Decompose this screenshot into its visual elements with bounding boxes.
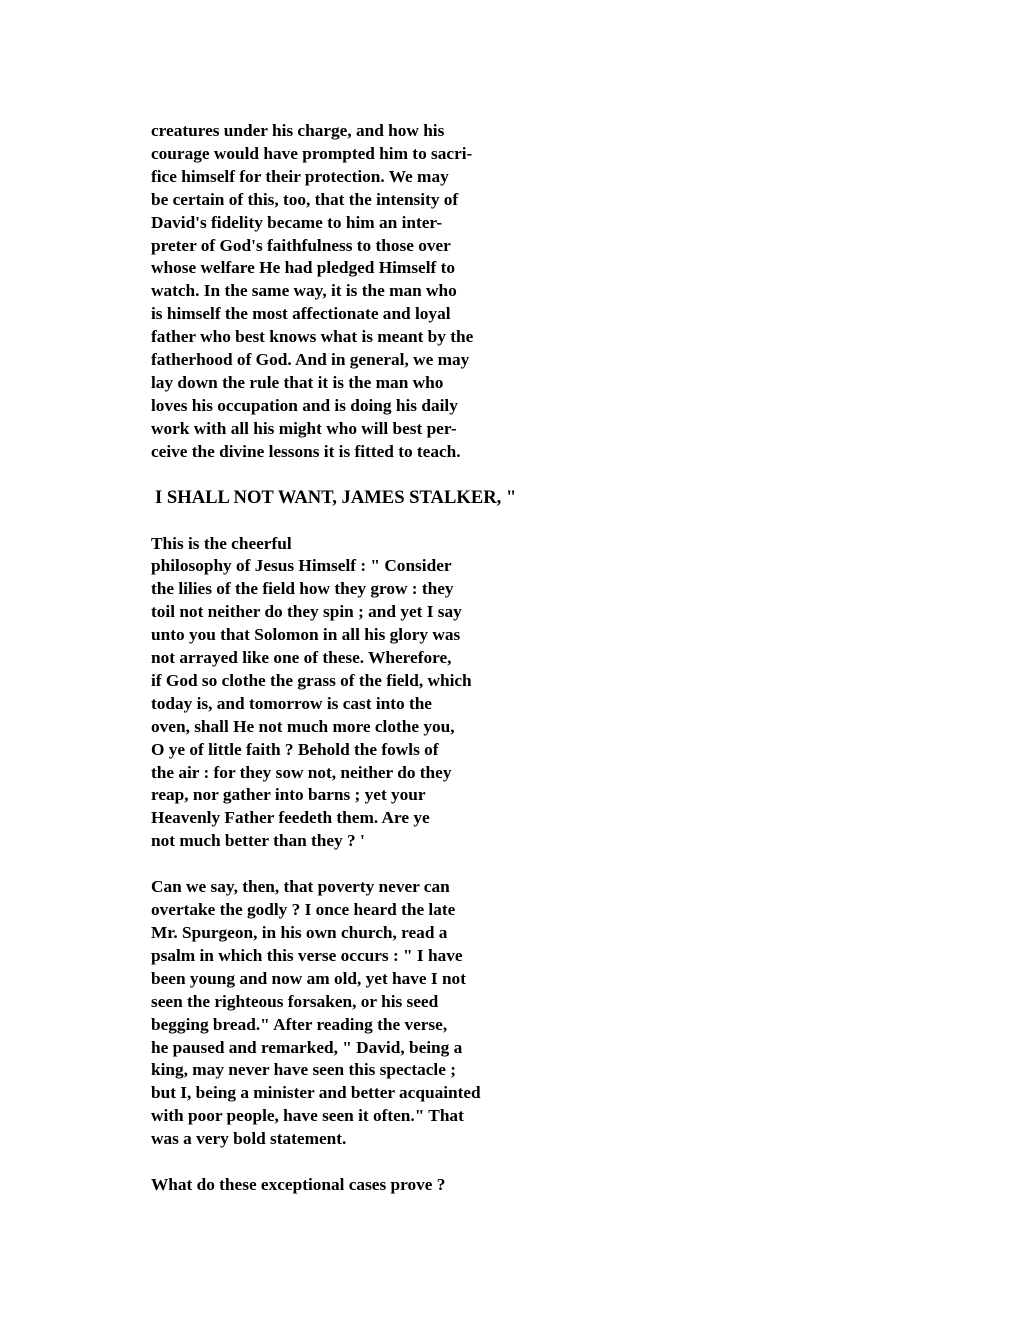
text-line: toil not neither do they spin ; and yet I say [151,602,462,622]
text-line: but I, being a minister and better acquainted [151,1083,481,1103]
text-line: today is, and tomorrow is cast into the [151,693,432,713]
text-line: if God so clothe the grass of the field, which [151,670,472,690]
text-line: unto you that Solomon in all his glory was [151,625,461,645]
paragraph-spurgeon [151,876,971,1151]
text-line: was a very bold statement. [151,1129,347,1149]
text-line: creatures under his charge, and how his [151,121,445,140]
text-line: work with all his might who will best per- [151,418,457,438]
text-line: fatherhood of God. And in general, we may [151,350,470,370]
paragraph-philosophy [151,533,971,854]
text-line: seen the righteous forsaken, or his seed [151,991,439,1011]
paragraph-gap [151,1151,971,1174]
text-line: father who best knows what is meant by the [151,327,474,347]
text-line: ceive the divine lessons it is fitted to teach. [151,441,461,461]
text-line: David's fidelity became to him an inter- [151,212,443,232]
text-line: psalm in which this verse occurs : " I have [151,945,463,965]
text-line: This is the cheerful [151,533,292,553]
text-line: philosophy of Jesus Himself : " Consider [151,556,452,576]
text-line: the lilies of the field how they grow : they [151,579,454,599]
text-line: not much better than they ? ' [151,831,365,851]
text-line: courage would have prompted him to sacri- [151,143,473,163]
text-line: preter of God's faithfulness to those over [151,235,451,255]
text-line: is himself the most affectionate and loyal [151,304,451,324]
text-line: be certain of this, too, that the intensity of [151,189,459,209]
text-line: not arrayed like one of these. Wherefore, [151,648,452,668]
text-line: reap, nor gather into barns ; yet your [151,785,426,805]
paragraph-gap [151,853,971,876]
text-line: watch. In the same way, it is the man who [151,281,457,301]
paragraph-gap [151,510,971,533]
paragraph-question [151,1174,971,1197]
text-line: whose welfare He had pledged Himself to [151,258,455,278]
text-line: Heavenly Father feedeth them. Are ye [151,808,430,828]
text-line: oven, shall He not much more clothe you, [151,716,455,736]
text-line: O ye of little faith ? Behold the fowls of [151,739,439,759]
text-line: the air : for they sow not, neither do they [151,762,452,782]
text-line: Can we say, then, that poverty never can [151,877,450,897]
text-line: with poor people, have seen it often." That [151,1106,464,1126]
text-line: fice himself for their protection. We may [151,166,449,186]
text-line: king, may never have seen this spectacle ; [151,1060,456,1080]
text-line: Mr. Spurgeon, in his own church, read a [151,923,448,942]
text-line: What do these exceptional cases prove ? [151,1175,446,1195]
text-line: overtake the godly ? I once heard the late [151,900,456,920]
text-line: begging bread." After reading the verse, [151,1014,448,1034]
section-heading: I SHALL NOT WANT, JAMES STALKER, " [155,486,517,508]
paragraph-gap [151,464,971,487]
document-page [151,120,971,1197]
paragraph-fidelity [151,120,971,464]
text-line: lay down the rule that it is the man who [151,372,444,392]
text-line: been young and now am old, yet have I not [151,968,466,988]
text-line: he paused and remarked, " David, being a [151,1037,463,1057]
text-line: loves his occupation and is doing his daily [151,395,458,415]
